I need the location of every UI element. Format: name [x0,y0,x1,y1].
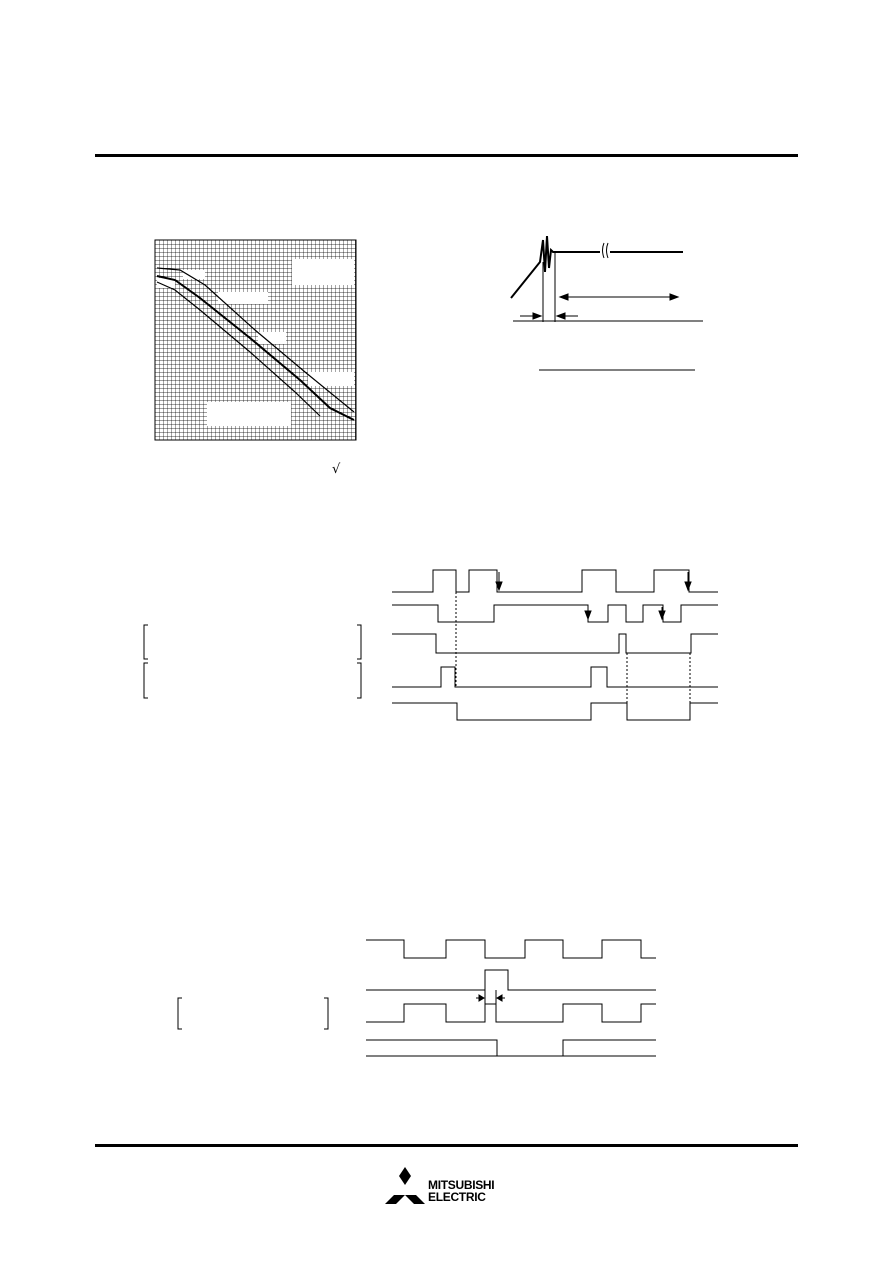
brand-name-line2: ELECTRIC [428,1190,486,1204]
sqrt-symbol: √ [332,462,341,477]
brand-name-line1: MITSUBISHI [428,1178,495,1192]
brand-logo-text [428,1179,494,1203]
three-diamonds-icon [384,1167,432,1205]
